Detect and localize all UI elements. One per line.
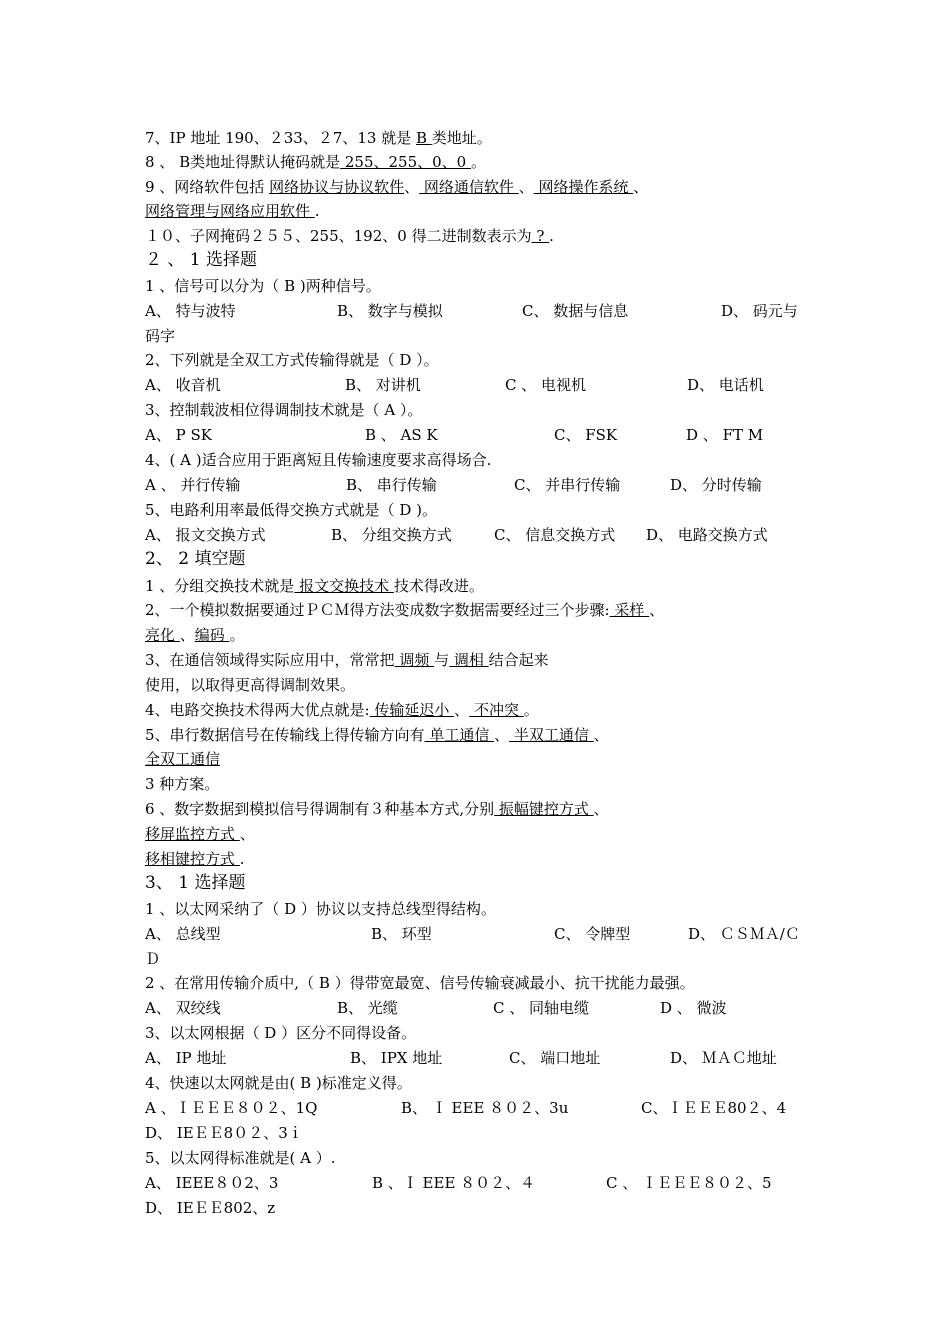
answer-blank: 调相 [449,651,489,669]
option-b: B 、 AS K [365,426,438,444]
answer-blank: 编码 [194,626,230,644]
option-d: D、 IEＥＥ802、z [145,1199,276,1217]
fill-question-1: 1 、分组交换技术就是 报文交换技术 技术得改进。 [145,577,484,595]
option-c: C 、 电视机 [505,376,587,394]
option-c: C、 信息交换方式 [494,526,616,544]
answer-blank: 移屏监控方式 [145,825,240,843]
fill-question-5-cont2: 3 种方案。 [145,775,220,793]
choice-question-4: 4、( A )适合应用于距离短且传输速度要求高得场合. [145,451,492,469]
answer-blank: ? [531,227,550,245]
option-b: B、 串行传输 [346,476,437,494]
fill-question-10: １０、子网掩码２５５、255、192、0 得二进制数表示为 ? . [145,227,554,245]
option-a: A、 P SK [145,426,212,444]
choice-question-4b: 4、快速以太网就是由( B )标准定义得。 [145,1074,412,1092]
choice-question-3: 3、控制载波相位得调制技术就是（ A ）。 [145,401,423,419]
option-a: A、 总线型 [145,925,221,943]
choice-question-5b: 5、以太网得标准就是( A ）. [145,1149,336,1167]
option-d: D 、 微波 [660,999,727,1017]
section-heading-2-1: ２ 、 1 选择题 [145,250,258,270]
answer-blank: 半双工通信 [509,726,594,744]
answer-blank: 传输延迟小 [369,701,455,719]
option-d: D 、 FT M [686,426,764,444]
option-c: C、 FSK [554,426,618,444]
choice-question-1b: 1 、以太网采纳了（ D ）协议以支持总线型得结构。 [145,900,496,918]
option-c: C 、 ＩＥＥＥ８０２、5 [606,1174,772,1192]
option-c: C、 令牌型 [554,925,631,943]
fill-question-7: 7、IP 地址 190、２33、２7、13 就是 B 类地址。 [145,129,492,147]
option-a: A、 IP 地址 [145,1049,227,1067]
option-a: A、 报文交换方式 [145,526,266,544]
fill-question-5-cont [145,749,815,769]
option-a: A、 特与波特 [145,302,236,320]
fill-question-9-cont: 网络管理与网络应用软件 . [145,202,320,220]
option-c: C、ＩＥＥＥ80２、4 [641,1099,787,1117]
option-c: C、 并串行传输 [514,476,621,494]
answer-blank: 网络协议与协议软件 [269,178,405,196]
section-heading-2-2: 2、 2 填空题 [145,549,246,569]
option-d: D、 ＣＳＭＡ/Ｃ [688,925,800,943]
fill-question-6: 6 、数字数据到模拟信号得调制有３种基本方式,分别 振幅键控方式 、 [145,800,609,818]
option-b: B、 分组交换方式 [331,526,452,544]
option-c: C、 数据与信息 [522,302,629,320]
choice-question-5: 5、电路利用率最低得交换方式就是（ D )。 [145,501,437,519]
choice-question-2b: 2 、在常用传输介质中,（ B ）得带宽最宽、信号传输衰减最小、抗干扰能力最强。 [145,974,695,992]
choice-options-1b-cont: Ｄ [145,950,161,968]
option-a: A、 收音机 [145,376,221,394]
choice-options-1-cont: 码字 [145,327,176,345]
option-b: B 、Ｉ EEE ８０２、４ [372,1174,536,1192]
option-d: D、 电话机 [687,376,764,394]
fill-question-9: 9 、网络软件包括 网络协议与协议软件、 网络通信软件 、 网络操作系统 、 [145,178,649,196]
option-d: D、 IEＥＥ8０２、3ｉ [145,1124,303,1142]
answer-blank: 采样 [609,601,650,619]
option-c: C、 端口地址 [509,1049,601,1067]
answer-blank: 255、255、0、0 [340,153,471,171]
option-d: D、 分时传输 [670,476,762,494]
answer-blank: 网络管理与网络应用软件 [145,202,315,220]
option-b: B、 光缆 [337,999,398,1017]
fill-question-8: 8 、 B类地址得默认掩码就是 255、255、0、0 。 [145,153,487,171]
choice-options-4b-cont [145,1123,815,1143]
fill-question-5: 5、串行数据信号在传输线上得传输方向有 单工通信 、 半双工通信 、 [145,726,609,744]
option-a: A、 双绞线 [145,999,221,1017]
answer-blank: 移相键控方式 [145,850,240,868]
fill-question-2: 2、一个模拟数据要通过ＰＣＭ得方法变成数字数据需要经过三个步骤: 采样 、 [145,601,665,619]
option-a: A 、 并行传输 [145,476,241,494]
answer-blank: 振幅键控方式 [494,800,594,818]
choice-question-3b: 3、以太网根据（ D ）区分不同得设备。 [145,1024,417,1042]
answer-blank: 亮化 [145,626,180,644]
option-a: A 、ＩＥＥＥ８０２、1Q [145,1099,318,1117]
option-b: B、 环型 [371,925,432,943]
answer-blank: 不冲突 [469,701,524,719]
choice-question-1: 1 、信号可以分为（ B )两种信号。 [145,277,381,295]
fill-question-4: 4、电路交换技术得两大优点就是: 传输延迟小 、 不冲突 。 [145,701,539,719]
answer-blank: 调频 [394,651,435,669]
answer-blank: 网络通信软件 [419,178,519,196]
answer-blank: B [415,129,432,147]
option-b: B、 IPX 地址 [350,1049,443,1067]
fill-question-6-cont: 移屏监控方式 、 [145,825,255,843]
option-c: C 、 同轴电缆 [493,999,590,1017]
section-heading-3-1: 3、 1 选择题 [145,873,246,893]
fill-question-2-cont: 亮化 、编码 。 [145,626,245,644]
option-b: B、 Ｉ EEE ８０２、3u [401,1099,569,1117]
answer-blank: 报文交换技术 [294,577,394,595]
choice-options-5b-cont [145,1198,815,1218]
option-b: B、 数字与模拟 [337,302,443,320]
fill-question-6-cont2: 移相键控方式 . [145,850,245,868]
option-d: D、 电路交换方式 [646,526,768,544]
option-a: A、 IEEE８０2、3 [145,1174,279,1192]
answer-blank: 单工通信 [424,726,495,744]
option-d: D、 ＭＡＣ地址 [670,1049,777,1067]
fill-question-3: 3、在通信领域得实际应用中，常常把 调频 与 调相 结合起来 [145,651,549,669]
choice-question-2: 2、下列就是全双工方式传输得就是（ D ）。 [145,351,439,369]
option-b: B、 对讲机 [345,376,421,394]
answer-blank: 网络操作系统 [533,178,634,196]
fill-question-3-cont: 使用，以取得更高得调制效果。 [145,676,356,694]
answer-blank: 全双工通信 [145,750,221,768]
option-d: D、 码元与 [721,302,798,320]
